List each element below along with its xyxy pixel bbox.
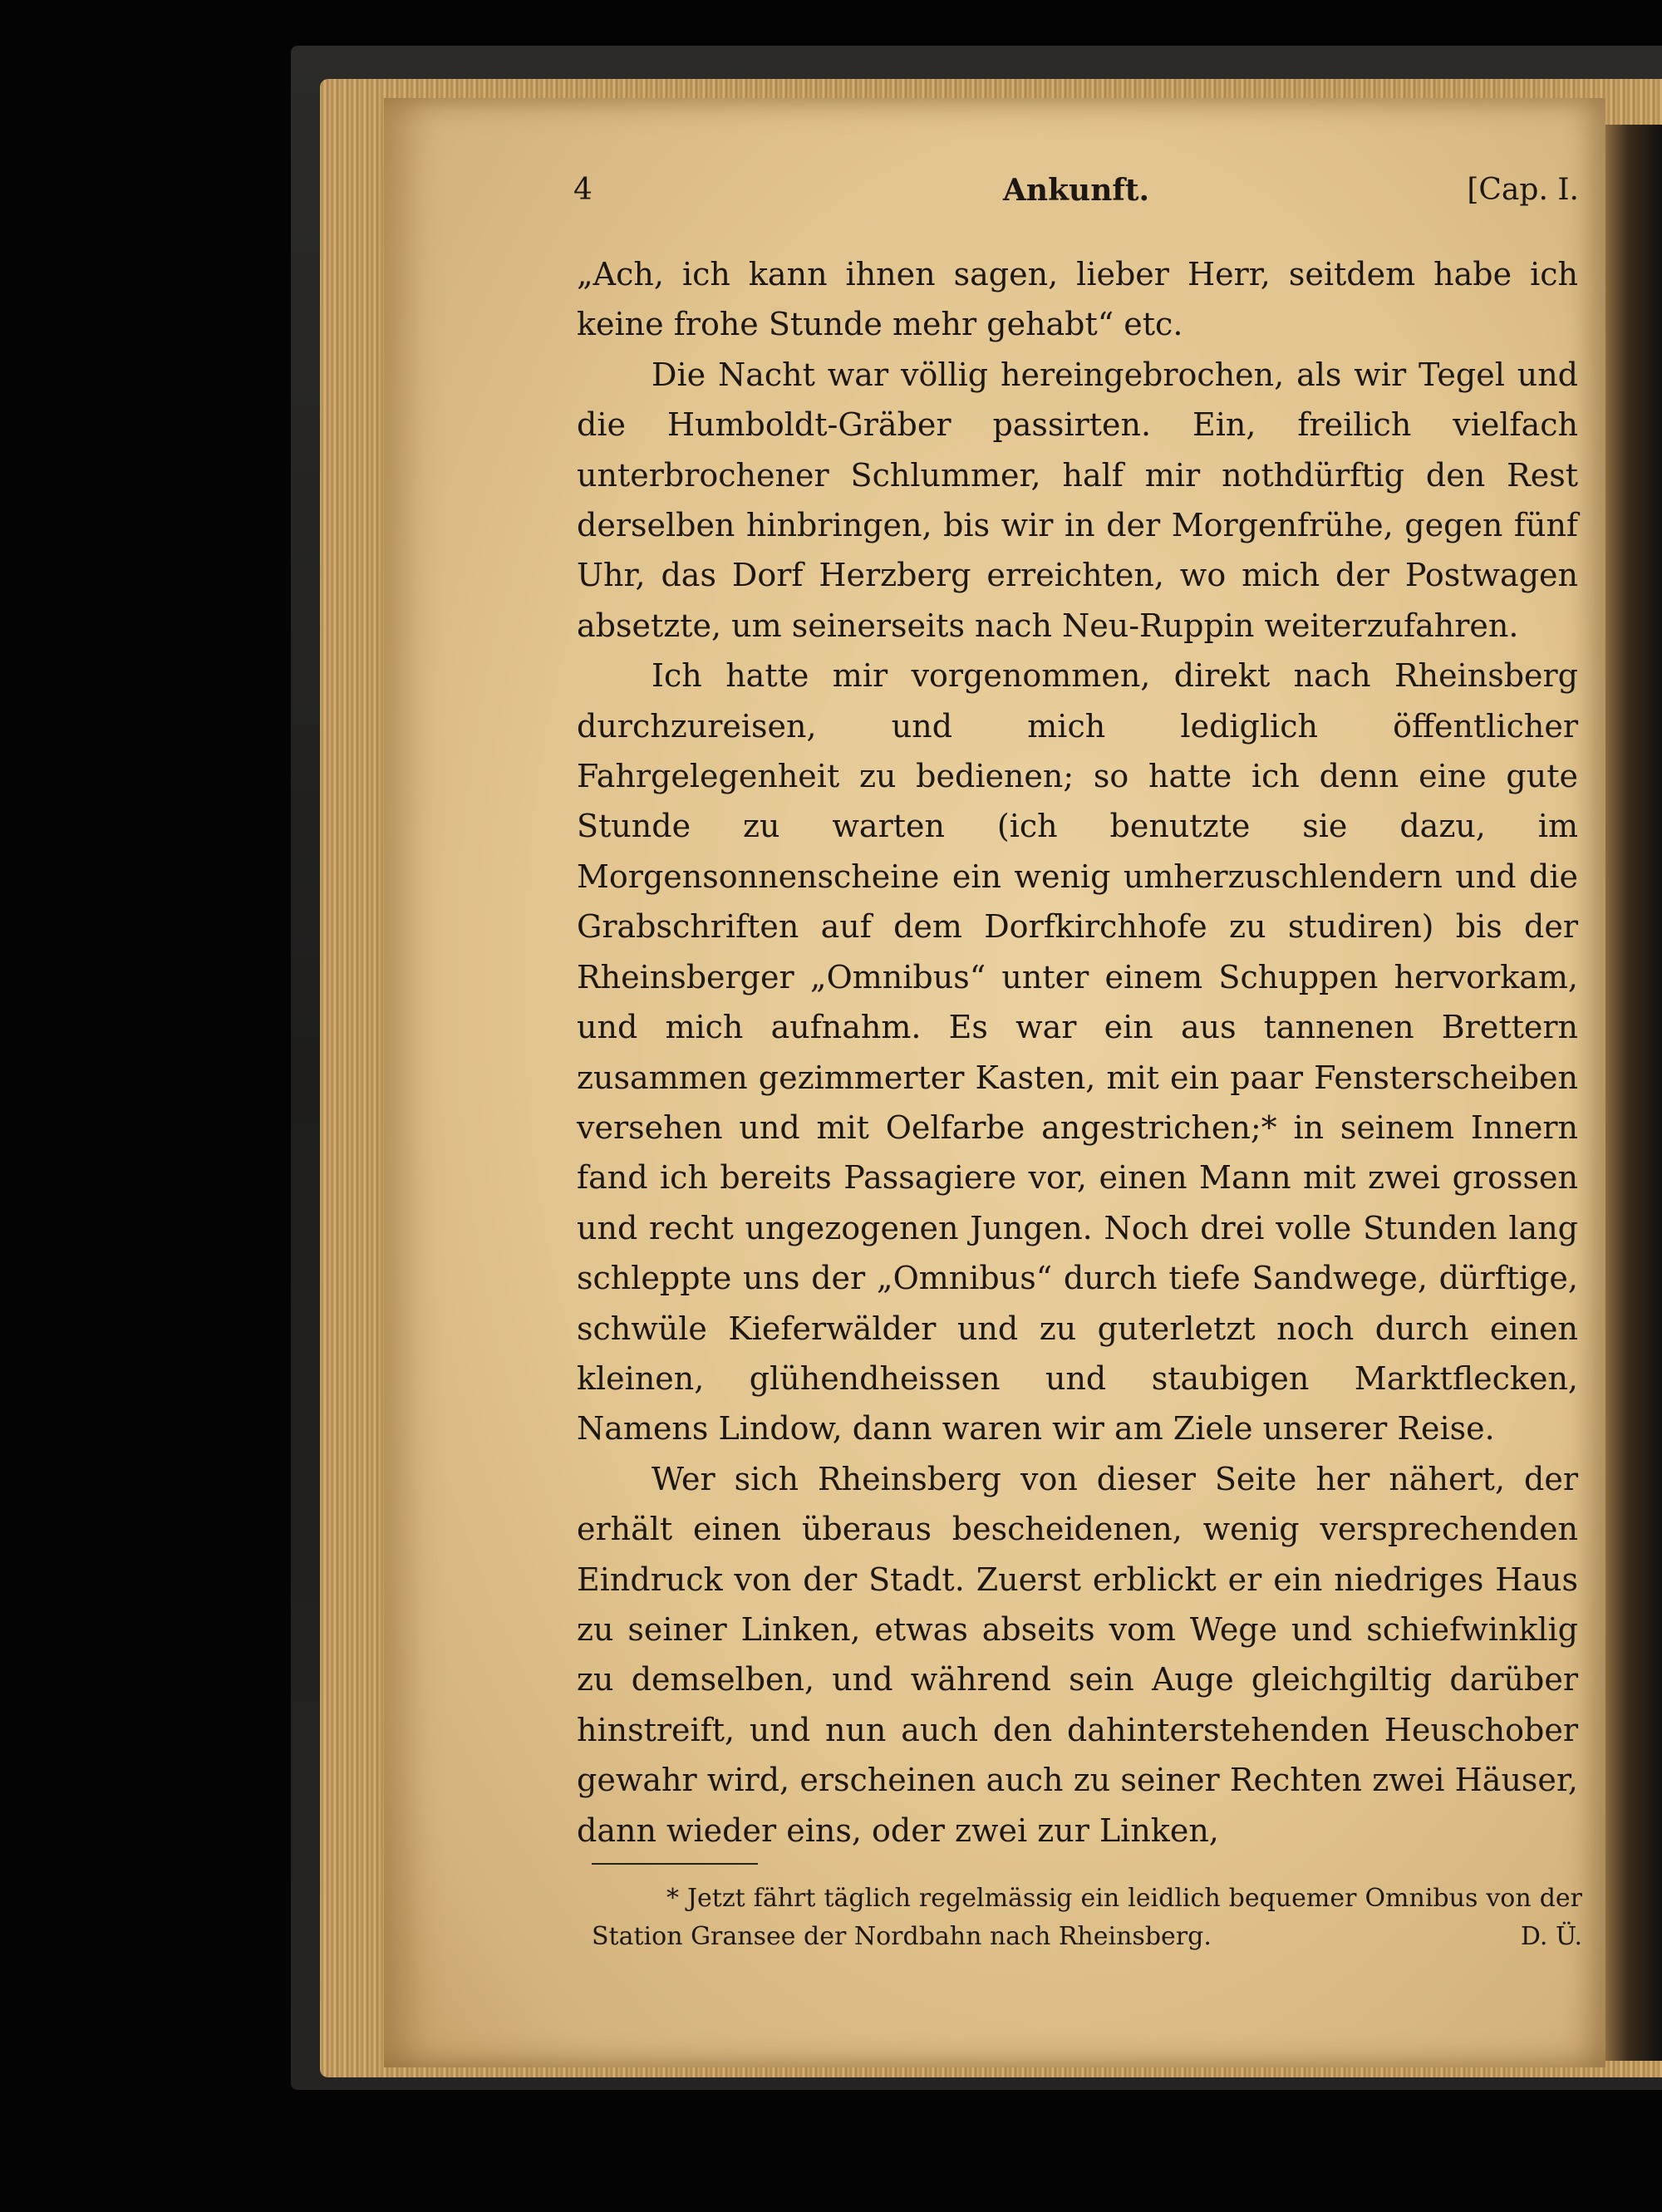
footnote-divider [592, 1863, 758, 1865]
page-number: 4 [573, 173, 593, 207]
paragraph: „Ach, ich kann ihnen sagen, lieber Herr, seitdem habe ich keine frohe Stunde mehr gehabt“ etc. [577, 256, 1578, 343]
paragraph: Ich hatte mir vorgenommen, direkt nach Rheinsberg durchzureisen, und mich lediglich öffentlicher Fahrgelegenheit zu bedienen; so hatte ich denn eine gute Stunde zu warten (ich benutzte sie dazu, im Morgensonnenscheine ein wenig umherzuschlendern und die Grabschriften auf dem Dorfkirchhofe zu studiren) bis der Rheinsberger „Omnibus“ unter einem Schuppen hervorkam, und mich aufnahm. Es war ein aus tannenen Brettern zusammen gezimmerter Kasten, mit ein paar Fensterscheiben versehen und mit Oelfarbe angestrichen;* in seinem Innern fand ich bereits Passagiere vor, einen Mann mit zwei grossen und recht ungezogenen Jungen. Noch drei volle Stunden lang schleppte uns der „Omnibus“ durch tiefe Sandwege, dürftige, schwüle Kieferwälder und zu guterletzt noch durch einen kleinen, glühendheissen und staubigen Marktflecken, Namens Lindow, dann waren wir am Ziele unserer Reise. [577, 657, 1578, 1448]
running-title: Ankunft. [1002, 173, 1150, 208]
paragraph: Die Nacht war völlig hereingebrochen, als wir Tegel und die Humboldt-Gräber passirten. Ein, freilich vielfach unterbrochener Schlummer, half mir nothdürftig den Rest derselben hinbringen, bis wir in der Morgenfrühe, gegen fünf Uhr, das Dorf Herzberg erreichten, wo mich der Postwagen absetzte, um seinerseits nach Neu-Ruppin weiterzufahren. [577, 356, 1578, 644]
footnote [592, 1880, 1582, 1956]
main-text [577, 249, 1578, 1856]
paragraph: Wer sich Rheinsberg von dieser Seite her nähert, der erhält einen überaus bescheidenen, wenig versprechenden Eindruck von der Stadt. Zuerst erblickt er ein niedriges Haus zu seiner Linken, etwas abseits vom Wege und schiefwinklig zu demselben, und während sein Auge gleichgiltig darüber hinstreift, und nun auch den dahinterstehenden Heuschober gewahr wird, erscheinen auch zu seiner Rechten zwei Häuser, dann wieder eins, oder zwei zur Linken, [577, 1460, 1578, 1849]
book-spine-shadow [1605, 125, 1662, 2061]
chapter-reference: [Cap. I. [1467, 173, 1579, 207]
footnote-signature: D. Ü. [1520, 1922, 1582, 1951]
footnote-text: * Jetzt fährt täglich regelmässig ein leidlich bequemer Omnibus von der Station Gransee der Nordbahn nach Rheinsberg. [592, 1884, 1582, 1951]
page-header [573, 173, 1579, 214]
